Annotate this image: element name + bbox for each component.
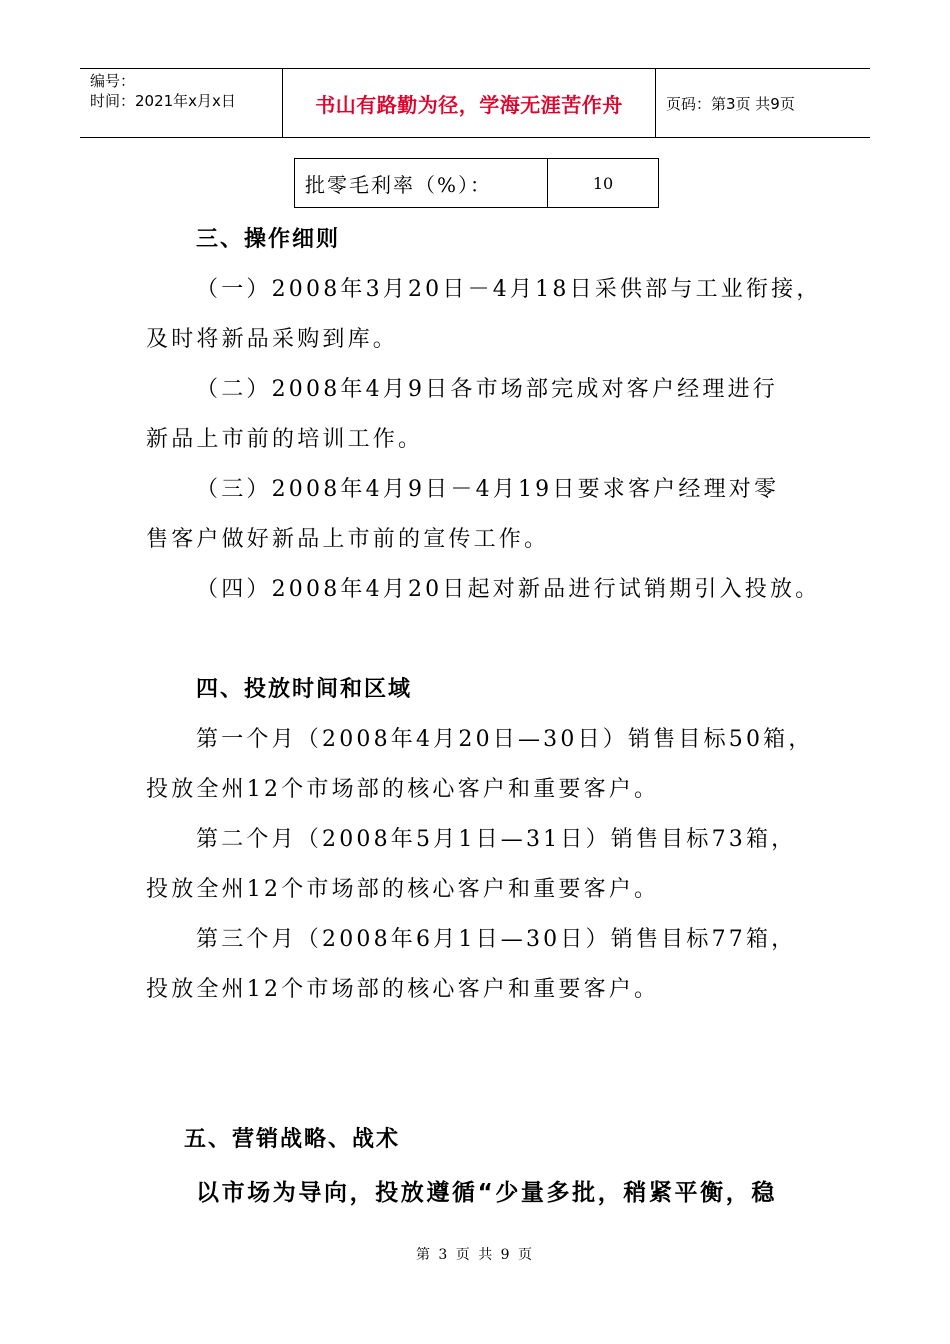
doc-time-label: 时间：2021年x月x日 <box>90 92 236 110</box>
section-5-line: 以市场为导向，投放遵循“少量多批，稍紧平衡，稳 <box>196 1180 777 1206</box>
section-4-line: 投放全州12个市场部的核心客户和重要客户。 <box>146 977 660 1002</box>
margin-table <box>294 158 659 208</box>
page-footer: 第 3 页 共 9 页 <box>415 1247 535 1263</box>
section-4-heading: 四、投放时间和区域 <box>196 677 413 702</box>
section-3-line: （一）2008年3月20日－4月18日采供部与工业衔接， <box>196 277 822 302</box>
section-4-line: 第三个月（2008年6月1日—30日）销售目标77箱， <box>196 927 797 952</box>
section-5-heading: 五、营销战略、战术 <box>184 1127 401 1152</box>
section-4-line: 投放全州12个市场部的核心客户和重要客户。 <box>146 877 660 902</box>
section-3-line: （二）2008年4月9日各市场部完成对客户经理进行 <box>196 377 778 402</box>
section-3-line: 售客户做好新品上市前的宣传工作。 <box>146 527 550 552</box>
margin-value: 10 <box>592 173 614 193</box>
header-page-number: 页码：第3页 共9页 <box>666 94 795 113</box>
section-3-heading: 三、操作细则 <box>196 227 341 252</box>
section-4-line: 第二个月（2008年5月1日—31日）销售目标73箱， <box>196 827 797 852</box>
section-3-line: 新品上市前的培训工作。 <box>146 427 424 452</box>
margin-label: 批零毛利率（%）： <box>295 159 548 207</box>
section-4-line: 第一个月（2008年4月20日—30日）销售目标50箱， <box>196 727 814 752</box>
section-4-line: 投放全州12个市场部的核心客户和重要客户。 <box>146 777 660 802</box>
section-3-line: （三）2008年4月9日－4月19日要求客户经理对零 <box>196 477 780 502</box>
doc-number-label: 编号： <box>90 72 136 90</box>
header-left-cell <box>80 69 282 137</box>
header-motto: 书山有路勤为径，学海无涯苦作舟 <box>282 69 656 137</box>
section-3-line: 及时将新品采购到库。 <box>146 327 399 352</box>
page-header <box>80 68 870 138</box>
section-3-line: （四）2008年4月20日起对新品进行试销期引入投放。 <box>196 577 821 602</box>
